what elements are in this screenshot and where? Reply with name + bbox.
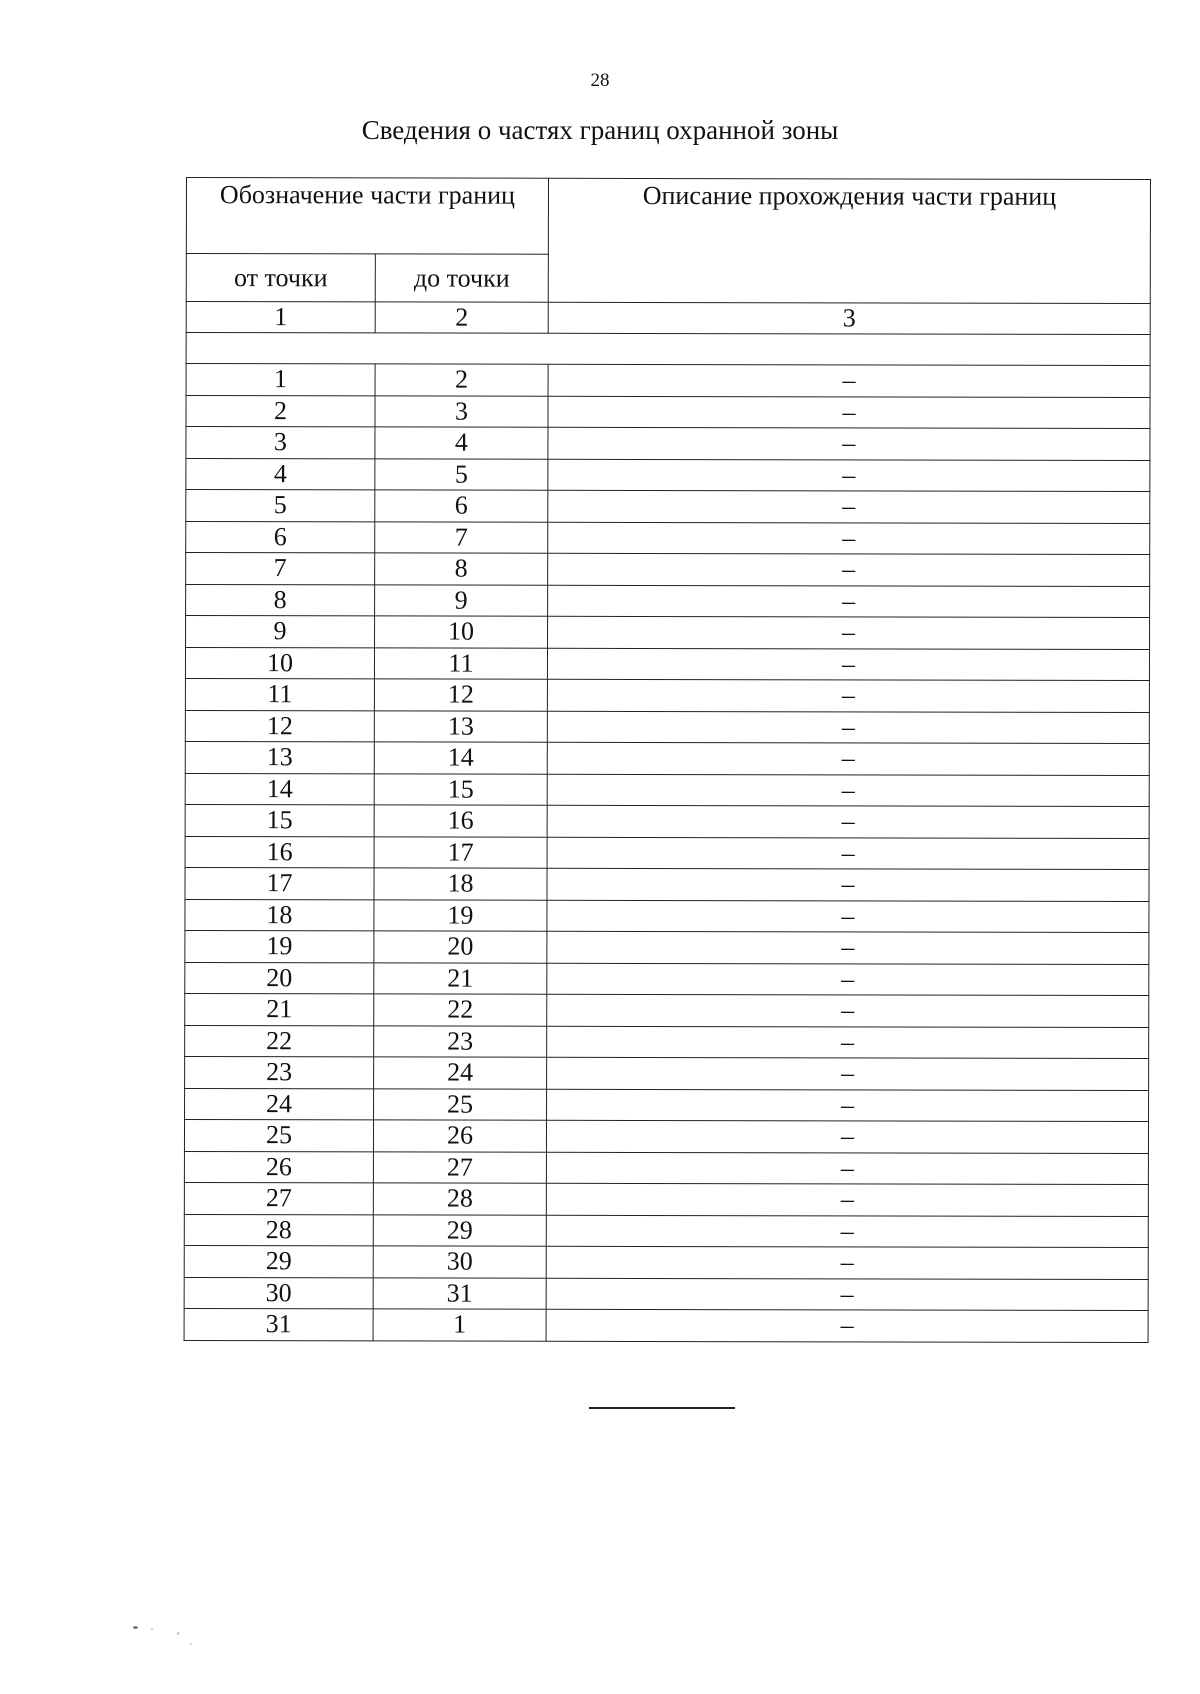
from-point-cell: 22 [185,1025,374,1057]
from-point-cell: 8 [186,584,375,616]
to-point-cell: 30 [373,1246,546,1278]
table-row [184,1308,1148,1342]
page-number: 28 [590,70,610,91]
description-cell: – [546,1309,1148,1342]
to-point-cell: 11 [374,647,547,679]
from-point-cell: 17 [185,867,374,899]
from-point-cell: 24 [185,1088,374,1120]
description-cell: – [547,900,1149,933]
header-designation: Обозначение части границ [186,178,548,255]
table-row [186,584,1150,618]
description-cell: – [548,364,1150,397]
empty-spacer-cell [186,333,1150,366]
from-point-cell: 23 [185,1056,374,1088]
to-point-cell: 6 [375,490,548,522]
from-point-cell: 9 [186,616,375,648]
to-point-cell: 26 [373,1120,546,1152]
from-point-cell: 10 [185,647,374,679]
from-point-cell: 16 [185,836,374,868]
description-cell: – [548,459,1150,492]
description-cell: – [547,994,1149,1027]
to-point-cell: 24 [374,1057,547,1089]
description-cell: – [548,427,1150,460]
table-row [186,616,1150,650]
from-point-cell: 20 [185,962,374,994]
description-cell: – [547,774,1149,807]
to-point-cell: 29 [373,1214,546,1246]
to-point-cell: 4 [375,427,548,459]
description-cell: – [548,616,1150,649]
scan-speck [177,1632,179,1635]
table-row [186,553,1150,587]
description-cell: – [547,679,1149,712]
to-point-cell: 16 [374,805,547,837]
scan-speck [151,1628,153,1630]
from-point-cell: 26 [184,1151,373,1183]
description-cell: – [548,396,1150,429]
to-point-cell: 22 [374,994,547,1026]
table-row [185,899,1149,933]
table-row [185,647,1149,681]
description-cell: – [548,490,1150,523]
table-row [184,1214,1148,1248]
to-point-cell: 9 [375,584,548,616]
to-point-cell: 20 [374,931,547,963]
from-point-cell: 1 [186,364,375,396]
table-row [186,490,1150,524]
table-row [184,1151,1148,1185]
table-row [185,678,1149,712]
from-point-cell: 5 [186,490,375,522]
description-cell: – [548,585,1150,618]
to-point-cell: 8 [375,553,548,585]
to-point-cell: 28 [373,1183,546,1215]
table-row [185,710,1149,744]
table-row [185,836,1149,870]
description-cell: – [546,1120,1148,1153]
description-cell: – [547,1026,1149,1059]
from-point-cell: 7 [186,553,375,585]
boundary-parts-table [184,177,1151,1343]
from-point-cell: 21 [185,993,374,1025]
from-point-cell: 15 [185,804,374,836]
to-point-cell: 12 [374,679,547,711]
to-point-cell: 2 [375,364,548,396]
table-row [186,364,1150,398]
to-point-cell: 17 [374,836,547,868]
from-point-cell: 14 [185,773,374,805]
description-cell: – [547,868,1149,901]
description-cell: – [546,1183,1148,1216]
from-point-cell: 6 [186,521,375,553]
header-to-point: до точки [375,254,548,302]
header-description: Описание прохождения части границ [548,178,1150,303]
from-point-cell: 29 [184,1245,373,1277]
description-cell: – [547,805,1149,838]
column-number-3: 3 [548,302,1150,334]
table-row [185,741,1149,775]
from-point-cell: 30 [184,1277,373,1309]
table-row [185,1025,1149,1059]
column-number-1: 1 [186,302,375,333]
to-point-cell: 21 [374,962,547,994]
from-point-cell: 13 [185,741,374,773]
column-number-row [186,302,1150,335]
from-point-cell: 28 [184,1214,373,1246]
from-point-cell: 4 [186,458,375,490]
description-cell: – [548,522,1150,555]
from-point-cell: 12 [185,710,374,742]
to-point-cell: 1 [373,1309,546,1341]
description-cell: – [548,553,1150,586]
from-point-cell: 31 [184,1308,373,1340]
end-separator-line [589,1407,735,1409]
description-cell: – [547,648,1149,681]
header-from-point: от точки [186,254,375,302]
description-cell: – [547,931,1149,964]
column-number-2: 2 [375,302,548,333]
table-row [185,804,1149,838]
description-cell: – [546,1246,1148,1279]
description-cell: – [547,711,1149,744]
to-point-cell: 15 [374,773,547,805]
table-row [184,1277,1148,1311]
table-body [184,364,1150,1343]
page-title: Сведения о частях границ охранной зоны [361,115,839,145]
from-point-cell: 11 [185,678,374,710]
table-row [185,867,1149,901]
table-row [184,1245,1148,1279]
to-point-cell: 13 [374,710,547,742]
scan-speck [190,1643,192,1645]
table-row [186,395,1150,429]
empty-spacer-row [186,333,1150,366]
to-point-cell: 19 [374,899,547,931]
from-point-cell: 25 [184,1119,373,1151]
from-point-cell: 27 [184,1182,373,1214]
to-point-cell: 7 [375,521,548,553]
table-row [185,930,1149,964]
table-row [185,1088,1149,1122]
table-row [186,521,1150,555]
table-header-row [186,178,1150,256]
to-point-cell: 5 [375,458,548,490]
to-point-cell: 3 [375,395,548,427]
to-point-cell: 31 [373,1277,546,1309]
to-point-cell: 23 [374,1025,547,1057]
description-cell: – [546,1152,1148,1185]
to-point-cell: 10 [375,616,548,648]
to-point-cell: 25 [374,1088,547,1120]
table-row [186,427,1150,461]
to-point-cell: 18 [374,868,547,900]
table-row [185,962,1149,996]
from-point-cell: 2 [186,395,375,427]
description-cell: – [547,837,1149,870]
description-cell: – [546,1215,1148,1248]
description-cell: – [547,1089,1149,1122]
to-point-cell: 14 [374,742,547,774]
from-point-cell: 19 [185,930,374,962]
from-point-cell: 3 [186,427,375,459]
table-row [185,1056,1149,1090]
table-row [184,1182,1148,1216]
scan-speck [133,1626,138,1629]
table-row [184,1119,1148,1153]
from-point-cell: 18 [185,899,374,931]
description-cell: – [547,1057,1149,1090]
table-row [185,993,1149,1027]
description-cell: – [547,742,1149,775]
table-row [186,458,1150,492]
table-row [185,773,1149,807]
to-point-cell: 27 [373,1151,546,1183]
description-cell: – [547,963,1149,996]
description-cell: – [546,1278,1148,1311]
